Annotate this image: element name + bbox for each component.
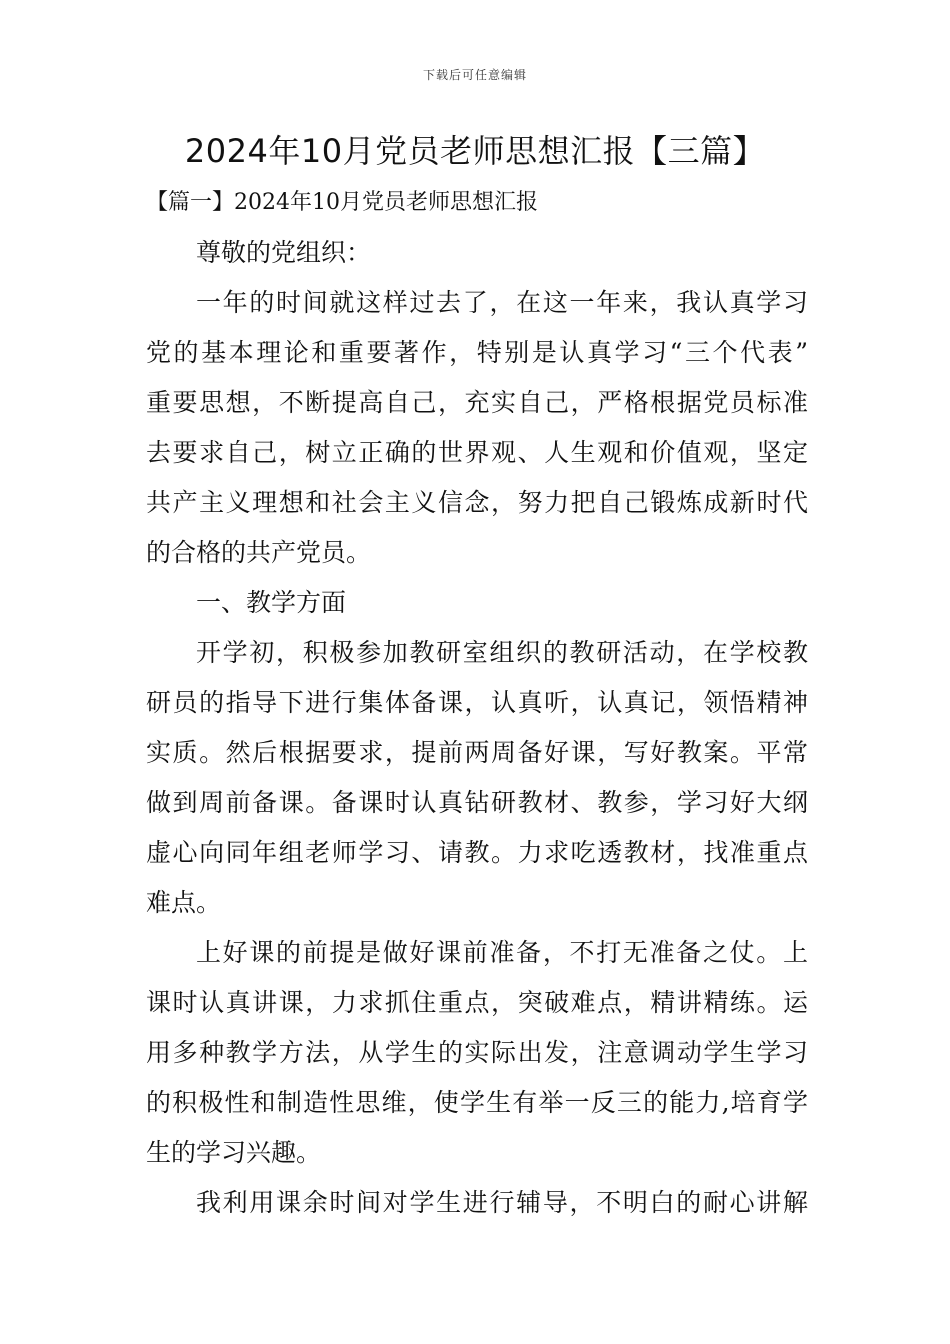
page-header-note: 下载后可任意编辑 <box>422 68 527 82</box>
paragraph-line: 上好课的前提是做好课前准备，不打无准备之仗。上 <box>196 938 808 967</box>
paragraph-line: 做到周前备课。备课时认真钻研教材、教参，学习好大纲 <box>146 788 808 817</box>
document-title: 2024年10月党员老师思想汇报【三篇】 <box>184 132 766 170</box>
paragraph-line: 开学初，积极参加教研室组织的教研活动，在学校教 <box>196 638 808 667</box>
paragraph-line: 研员的指导下进行集体备课，认真听，认真记，领悟精神 <box>146 688 808 717</box>
paragraph-line: 用多种教学方法，从学生的实际出发，注意调动学生学习 <box>146 1038 808 1067</box>
paragraph-line: 党的基本理论和重要著作，特别是认真学习“三个代表” <box>146 338 808 367</box>
salutation: 尊敬的党组织： <box>196 238 372 267</box>
paragraph-1 <box>146 278 808 578</box>
paragraph-line: 重要思想，不断提高自己，充实自己，严格根据党员标准 <box>146 388 808 417</box>
subheading-teaching: 一、教学方面 <box>196 588 347 617</box>
paragraph-4 <box>146 1178 808 1228</box>
paragraph-line: 实质。然后根据要求，提前两周备好课，写好教案。平常 <box>146 738 808 767</box>
paragraph-line: 一年的时间就这样过去了，在这一年来，我认真学习 <box>196 288 808 317</box>
paragraph-line: 的合格的共产党员。 <box>146 538 372 567</box>
paragraph-3 <box>146 928 808 1178</box>
paragraph-2 <box>146 628 808 928</box>
paragraph-line: 虚心向同年组老师学习、请教。力求吃透教材，找准重点 <box>146 838 808 867</box>
document-body <box>146 178 808 1228</box>
paragraph-line: 的积极性和制造性思维，使学生有举一反三的能力,培育学 <box>146 1088 808 1117</box>
section-heading: 【篇一】2024年10月党员老师思想汇报 <box>146 190 538 215</box>
paragraph-line: 课时认真讲课，力求抓住重点，突破难点，精讲精练。运 <box>146 988 808 1017</box>
paragraph-line: 难点。 <box>146 888 222 917</box>
paragraph-line: 生的学习兴趣。 <box>146 1138 322 1167</box>
paragraph-line: 去要求自己，树立正确的世界观、人生观和价值观，坚定 <box>146 438 808 467</box>
paragraph-line: 我利用课余时间对学生进行辅导，不明白的耐心讲解 <box>196 1188 808 1217</box>
paragraph-line: 共产主义理想和社会主义信念，努力把自己锻炼成新时代 <box>146 488 808 517</box>
